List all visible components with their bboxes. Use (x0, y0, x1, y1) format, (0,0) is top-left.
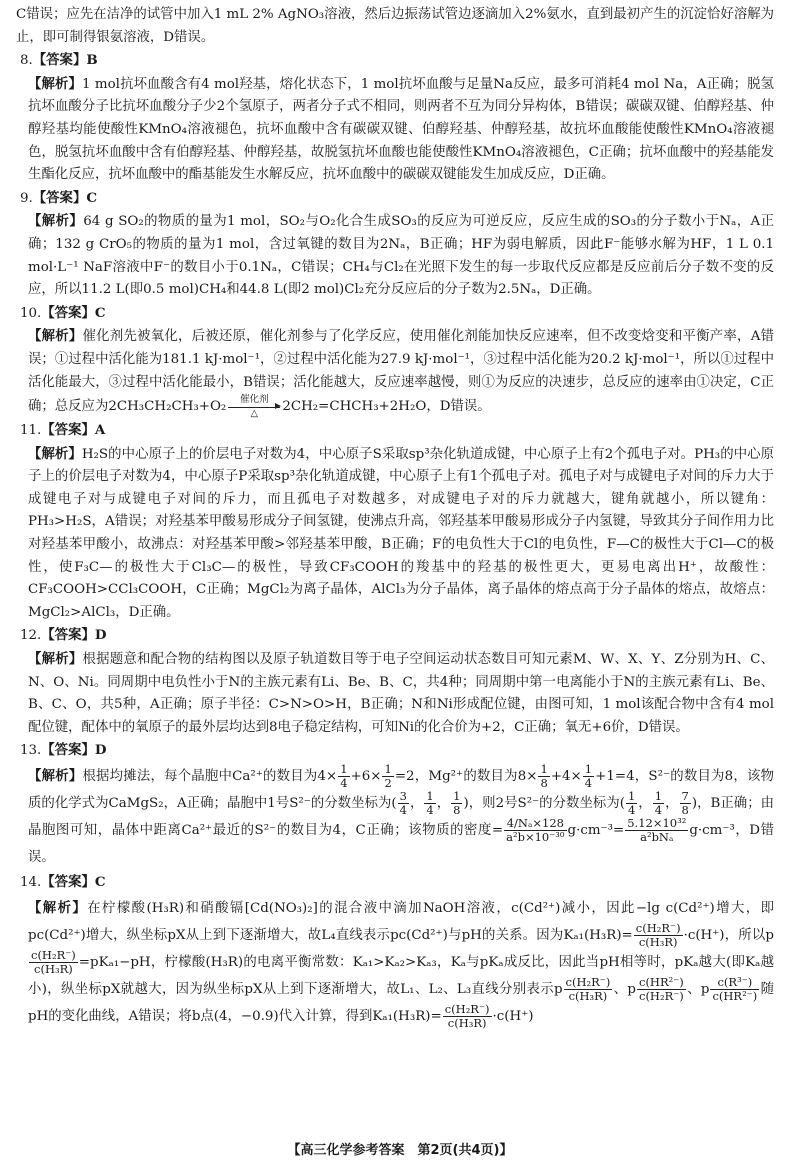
question-11 (16, 419, 774, 624)
analysis-text (16, 443, 774, 625)
denominator: a²bNₐ (640, 830, 674, 844)
analysis-tag: 【解析】 (28, 899, 88, 916)
text-run: 根据均摊法，每个晶胞中Ca²⁺的数目为4× (82, 769, 338, 784)
question-12 (16, 624, 774, 739)
question-14 (16, 871, 774, 1030)
analysis-text (16, 895, 774, 1030)
reaction-arrow (228, 394, 280, 419)
analysis-tag: 【解析】 (28, 768, 83, 784)
denominator: c(H₃R) (638, 934, 678, 949)
text-run: 、p (686, 981, 710, 997)
text-run: +1=4，S²⁻的数目为8，该物质的化学式为CaMgS₂，A正确；晶胞中1号S²⁻的分数坐标为( (28, 769, 775, 811)
question-13 (16, 739, 774, 871)
numerator: 3 (399, 789, 407, 803)
text-run: +4× (550, 769, 582, 784)
catalyst-label: 催化剂 (240, 394, 269, 406)
question-number: 10. (20, 305, 42, 321)
text-run: g·cm⁻³，D错误。 (28, 823, 774, 865)
numerator: 1 (384, 762, 392, 776)
numerator: 1 (540, 762, 548, 776)
analysis-body: 1 mol抗坏血酸含有4 mol羟基，熔化状态下，1 mol抗坏血酸与足量Na反应，最多可消耗4 mol Na，A正确；脱氢抗坏血酸分子比抗坏血酸分子少2个氢原子，两者分子式不相同，则两者不互为同分异构体，B错误；碳碳双键、伯醇羟基、仲醇羟基均能使酸性KMnO₄溶液褪色，抗坏血酸中含有碳碳双键、伯醇羟基、仲醇羟基，故抗坏血酸能使酸性KMnO₄溶液褪色，脱氢抗坏血酸中含有伯醇羟基、仲醇羟基，故脱氢抗坏血酸也能使酸性KMnO₄溶液褪色，C正确；抗坏血酸中的羟基能发生酯化反应，抗坏血酸中的酯基能发生水解反应，抗坏血酸中的碳碳双键能发生加成反应，D正确。 (28, 76, 774, 183)
numerator: c(H₂R⁻) (444, 1001, 490, 1016)
answer-line (16, 302, 774, 326)
fraction (653, 790, 664, 817)
analysis-tag: 【解析】 (28, 651, 83, 668)
fraction (625, 817, 688, 844)
intro-text: C错误；应先在洁净的试管中加入1 mL 2% AgNO₃溶液，然后边振荡试管边逐滴加入2%氨水，直到最初产生的沉淀恰好溶解为止，即可制得银氨溶液，D错误。 (16, 7, 774, 45)
answer-tag: 【答案】 (41, 422, 95, 439)
numerator: 1 (584, 762, 593, 776)
numerator: 5.12×10³² (627, 816, 687, 830)
fraction (564, 976, 613, 1003)
fraction (382, 763, 393, 790)
analysis-body: H₂S的中心原子上的价层电子对数为4，中心原子S采取sp³杂化轨道成键，中心原子上有2个孤电子对。PH₃的中心原子上的价层电子对数为4，中心原子P采取sp³杂化轨道成键，中心原子上有1个孤电子对。孤电子对与成键电子对间的斥力大于成键电子对与成键电子对间的斥力，而且孤电子对数越多，对成键电子对的斥力就越大，键角就越小，所以键角：PH₃>H₂S，A错误；对羟基苯甲酸易形成分子间氢键，使沸点升高，邻羟基苯甲酸易形成分子内氢键，导致其分子间作用力比对羟基苯甲酸小，故沸点：对羟基苯甲酸>邻羟基苯甲酸，B正确；F的电负性大于Cl的电负性，F—C的极性大于Cl—C的极性，使F₃C—的极性大于Cl₃C—的极性，导致CF₃COOH的羧基中的羟基的极性更大，更易电离出H⁺，故酸性：CF₃COOH>CCl₃COOH，C正确；MgCl₂为离子晶体，AlCl₃为分子晶体，离子晶体的熔点高于分子晶体的熔点，故熔点：MgCl₂>AlCl₃，D正确。 (28, 446, 775, 620)
analysis-tag: 【解析】 (28, 213, 84, 230)
fraction (583, 763, 594, 790)
numerator: 7 (681, 789, 689, 803)
numerator: c(HR²⁻) (639, 974, 684, 989)
denominator: 4 (426, 803, 434, 817)
question-number: 9. (20, 190, 33, 206)
denominator: 8 (540, 776, 548, 790)
answer-value: C (86, 189, 98, 206)
text-run: ·c(H⁺) (492, 1008, 534, 1024)
answer-tag: 【答案】 (32, 52, 87, 69)
text-run: 、p (613, 981, 636, 997)
numerator: c(H₂R⁻) (565, 974, 611, 989)
text-run: )，B正确；由晶胞图可知，晶体中距离Ca²⁺最近的S²⁻的数目为4，C正确；该物质的密度= (28, 796, 775, 838)
analysis-text: 【解析】根据均摊法，每个晶胞中Ca²⁺的数目为4× $\frac{1}{4}$ +6× $\frac{1}{2}$ =2，Mg²⁺的数目为8× $\frac{1}{8}$ +4× $\frac{1}{4}$ +1=4，S²⁻的数目为8，该物质的化学式为CaMgS₂，A正确；晶胞中1号S²⁻的分数坐标为( $\frac{3}{4}$ ， $\frac{1}{4}$ ， $\frac{1}{8}$ )，则2号S²⁻的分数坐标为( $\frac{1}{4}$ ， $\frac{1}{4}$ ， $\frac{7}{8}$ )，B正确；由晶胞图可知，晶体中距离Ca²⁺最近的S²⁻的数目为4，C正确；该物质的密度= $\frac{\text{4/Nₐ×128}}{\text{a²b×10⁻³⁰}}$ g·cm⁻³= $\frac{\text{5.12×10³²}}{\text{a²bNₐ}}$ g·cm⁻³，D错误。 (28, 762, 775, 865)
text-run: =2，Mg²⁺的数目为8× (394, 769, 538, 784)
density-fraction (504, 817, 566, 844)
answer-value: C (94, 304, 106, 321)
answer-tag: 【答案】 (41, 304, 95, 321)
denominator: a²b×10⁻³⁰ (506, 830, 565, 844)
denominator: 4 (584, 776, 593, 790)
analysis-body: 根据题意和配合物的结构图以及原子轨道数目等于电子空间运动状态数目可知元素M、W、X、Y、Z分别为H、C、N、O、Ni。同周期中电负性小于N的主族元素有Li、Be、B、C，共4种；同周期中第一电离能小于N的主族元素有Li、Be、B、C、O，共5种，A正确；原子半径：C>N>O>H，B正确；N和Ni形成配位键，由图可知，1 mol该配合物中含有4 mol配位键，配体中的氧原子的最外层均达到8电子稳定结构，可知Ni的化合价为+2，C正确；氧无+6价，D错误。 (28, 652, 775, 735)
answer-value: A (94, 422, 106, 439)
denominator: 4 (654, 803, 663, 817)
denominator: 4 (627, 803, 636, 817)
fraction (451, 790, 462, 817)
numerator: 1 (426, 789, 434, 803)
numerator: c(H₂R⁻) (635, 920, 681, 935)
numerator: 1 (654, 789, 663, 803)
fraction (29, 949, 78, 976)
analysis-body: 催化剂先被氧化，后被还原，催化剂参与了化学反应，使用催化剂能加快反应速率，但不改变焓变和平衡产率，A错误；①过程中活化能为181.1 kJ·mol⁻¹，②过程中活化能为27.9 kJ·mol⁻¹，③过程中活化能为20.2 kJ·mol⁻¹，所以①过程中活化能最大，③过程中活化能最小，B错误；活化能越大，反应速率越慢，则①为反应的决速步，总反应的速率由①决定，C正确；总反应为2CH₃CH₂CH₃+O₂ (28, 329, 774, 415)
analysis-text (16, 648, 774, 739)
question-number: 12. (20, 628, 42, 644)
numerator: c(R³⁻) (710, 976, 759, 990)
answer-value: C (94, 874, 106, 890)
fraction (634, 922, 683, 949)
fraction (398, 790, 409, 817)
denominator: c(H₃R) (447, 1015, 487, 1030)
numerator: 1 (627, 789, 636, 803)
fraction (538, 763, 549, 790)
answer-tag: 【答案】 (32, 189, 87, 206)
numerator: 4/Nₐ×128 (504, 817, 566, 831)
answer-tag: 【答案】 (41, 742, 95, 759)
analysis-tag: 【解析】 (28, 75, 83, 92)
text-run: ·c(H⁺)，所以p (683, 927, 774, 943)
analysis-text (16, 325, 774, 419)
question-8 (16, 49, 774, 187)
text-run: 随pH的变化曲线，A错误；将b点(4，−0.9)代入计算，得到Kₐ₁(H₃R)= (28, 981, 775, 1024)
analysis-tail: 2CH₂=CHCH₃+2H₂O，D错误。 (282, 399, 491, 415)
denominator: c(H₃R) (34, 961, 73, 976)
page-footer: 【高三化学参考答案 第2页(共4页)】 (287, 1143, 513, 1158)
denominator: 2 (384, 776, 392, 790)
denominator: 8 (681, 803, 689, 817)
denominator: 8 (453, 803, 461, 817)
question-number: 8. (20, 53, 33, 69)
text-run: +6× (350, 769, 382, 784)
analysis-text (16, 73, 774, 187)
question-number: 13. (20, 743, 42, 759)
fraction (637, 976, 686, 1003)
fraction (338, 763, 349, 790)
answer-line (16, 739, 774, 763)
heat-label: △ (250, 408, 258, 420)
fraction (443, 1003, 492, 1030)
answer-line (16, 871, 774, 895)
denominator: 4 (340, 776, 348, 790)
answer-value: D (94, 627, 107, 644)
answer-value: B (86, 52, 98, 69)
fraction (680, 790, 691, 817)
text-run: =pKₐ₁−pH，柠檬酸(H₃R)的电离平衡常数：Kₐ₁>Kₐ₂>Kₐ₃，Kₐ与pKₐ成反比，因此当pH相等时，pKₐ越大(即Kₐ越小)，纵坐标pX就越大，因为纵坐标pX从上到下逐渐增大，故L₁、L₂、L₃直线分别表示p (28, 954, 774, 997)
answer-line (16, 624, 774, 648)
numerator: 1 (453, 789, 461, 803)
arrow-icon (228, 405, 280, 408)
question-number: 11. (20, 423, 42, 439)
answer-line (16, 419, 774, 443)
answer-tag: 【答案】 (41, 874, 95, 890)
analysis-text (16, 210, 774, 301)
denominator: c(H₃R) (568, 988, 608, 1003)
numerator: 1 (340, 762, 348, 776)
answer-line (16, 49, 774, 73)
analysis-tag: 【解析】 (28, 445, 82, 462)
denominator: 4 (399, 803, 407, 817)
denominator: c(HR²⁻) (712, 988, 758, 1003)
analysis-body: 64 g SO₂的物质的量为1 mol，SO₂与O₂化合生成SO₃的反应为可逆反应，反应生成的SO₃的分子数小于Nₐ，A正确；132 g CrO₅的物质的量为1 mol，含过氧键的数目为2Nₐ，B正确；HF为弱电解质，因此F⁻能够水解为HF，1 L 0.1 mol·L⁻¹ NaF溶液中F⁻的数目小于0.1Nₐ，C错误；CH₄与Cl₂在光照下发生的每一步取代反应都是反应前后分子数不变的反应，所以11.2 L(即0.5 mol)CH₄和44.8 L(即2 mol)Cl₂充分反应后的分子数为2.5Nₐ，D正确。 (28, 214, 774, 298)
fraction (424, 790, 435, 817)
text-run: g·cm⁻³= (567, 823, 625, 838)
question-number: 14. (20, 875, 42, 890)
answer-value: D (94, 742, 107, 759)
answer-line (16, 187, 774, 211)
text-run: )，则2号S²⁻的分数坐标为( (463, 796, 625, 811)
text-run: 在柠檬酸(H₃R)和硝酸镉[Cd(NO₃)₂]的混合液中滴加NaOH溶液，c(Cd²⁺)减小，因此−lg c(Cd²⁺)增大，即pc(Cd²⁺)增大，纵坐标pX从上到下逐渐增大，故L₄直线表示pc(Cd²⁺)与pH的关系。因为Kₐ₁(H₃R)= (28, 900, 775, 943)
denominator: c(H₂R⁻) (639, 988, 684, 1003)
answer-tag: 【答案】 (41, 627, 95, 644)
analysis-tag: 【解析】 (28, 328, 83, 345)
question-10 (16, 302, 774, 419)
question-9 (16, 187, 774, 302)
fraction (710, 976, 759, 1003)
fraction (626, 790, 637, 817)
numerator: c(H₂R⁻) (31, 947, 76, 962)
